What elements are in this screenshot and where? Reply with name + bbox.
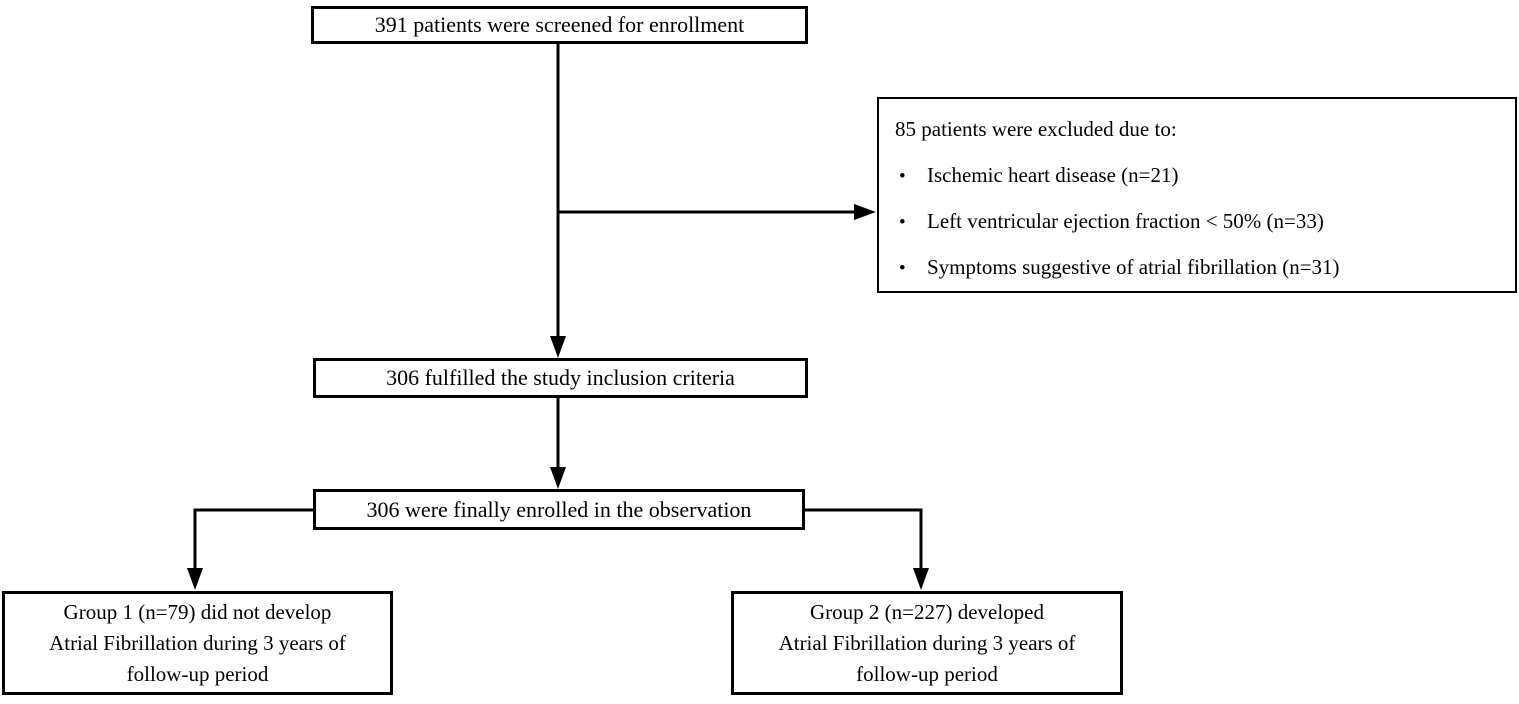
box-group1 <box>2 591 393 695</box>
box-group2 <box>731 591 1123 695</box>
box-excluded-list <box>895 163 1505 280</box>
box-group1-line3: follow-up period <box>126 661 269 686</box>
arrowhead-right-excluded <box>854 204 876 220</box>
box-fulfilled <box>313 358 808 398</box>
list-item <box>895 209 1505 234</box>
box-excluded <box>877 97 1517 293</box>
bullet-icon: • <box>899 258 906 279</box>
arrowhead-down-group1 <box>187 568 203 590</box>
arrowhead-down-group2 <box>913 568 929 590</box>
box-enrolled <box>313 489 805 530</box>
box-screened-text: 391 patients were screened for enrollment <box>374 12 745 38</box>
list-item <box>895 255 1505 280</box>
box-group2-line1: Group 2 (n=227) developed <box>809 599 1045 624</box>
arrowhead-down-fulfilled <box>550 336 566 358</box>
list-item-text: Left ventricular ejection fraction < 50% (n=33) <box>927 209 1324 233</box>
box-screened <box>311 6 808 44</box>
box-group1-line2: Atrial Fibrillation during 3 years of <box>49 630 346 655</box>
box-enrolled-text: 306 were finally enrolled in the observation <box>366 496 752 522</box>
box-excluded-title: 85 patients were excluded due to: <box>895 117 1177 141</box>
box-group1-line1: Group 1 (n=79) did not develop <box>63 599 332 624</box>
list-item <box>895 163 1505 188</box>
list-item-text: Ischemic heart disease (n=21) <box>927 163 1179 187</box>
box-group2-line2: Atrial Fibrillation during 3 years of <box>778 630 1076 655</box>
box-fulfilled-text: 306 fulfilled the study inclusion criteria <box>386 365 735 391</box>
bullet-icon: • <box>899 212 906 233</box>
box-group2-line3: follow-up period <box>856 661 998 686</box>
list-item-text: Symptoms suggestive of atrial fibrillation (n=31) <box>927 255 1340 279</box>
bullet-icon: • <box>899 166 906 187</box>
arrowhead-down-enrolled <box>550 467 566 489</box>
